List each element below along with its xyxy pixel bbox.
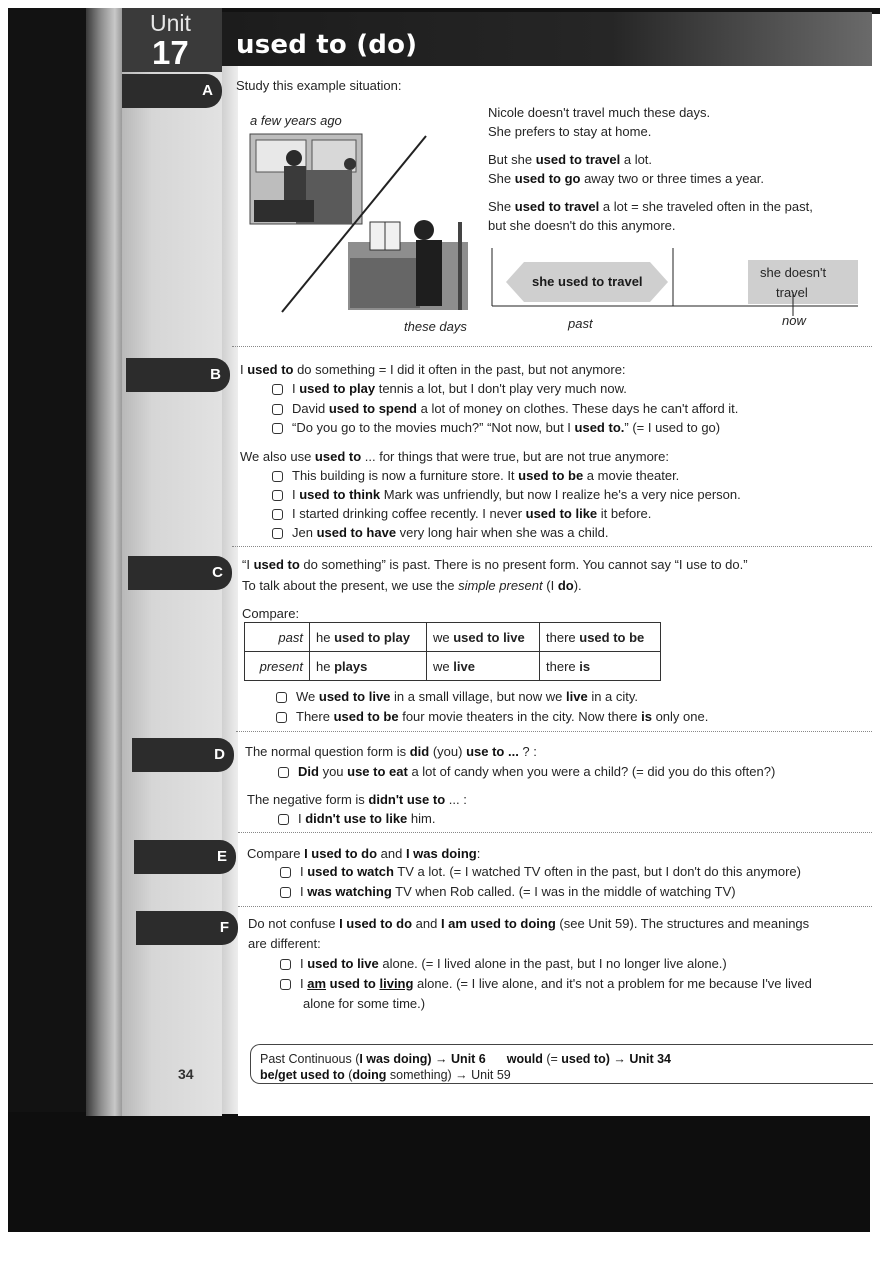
page-number: 34 (178, 1066, 194, 1082)
section-b-example-2: David used to spend a lot of money on clothes. These days he can't afford it. (272, 401, 738, 416)
unit-label: Unit (150, 10, 191, 36)
section-c-line-2: To talk about the present, we use the simple present (I do). (242, 578, 582, 593)
table-cell: there is (540, 652, 661, 681)
section-e-line-1: Compare I used to do and I was doing: (247, 846, 481, 861)
section-f-example-2: I am used to living alone. (= I live alone, and it's not a problem for me because I've lived (280, 976, 812, 991)
table-row-past (245, 623, 661, 652)
section-tab-c: C (128, 556, 232, 590)
section-c-line-1: “I used to do something” is past. There is no present form. You cannot say “I use to do.” (242, 557, 748, 572)
section-a-intro: Study this example situation: (236, 78, 402, 93)
timeline-now-label: now (782, 313, 806, 328)
divider-cd (236, 731, 872, 732)
label-a-few-years-ago: a few years ago (250, 113, 342, 128)
section-b-example-6: I started drinking coffee recently. I never used to like it before. (272, 506, 651, 521)
book-spine (86, 8, 122, 1116)
divider-bc (232, 546, 872, 547)
section-b-example-4: This building is now a furniture store. It used to be a movie theater. (272, 468, 679, 483)
table-cell: past (245, 623, 310, 652)
section-a-p2-line1: But she used to travel a lot. (488, 152, 653, 167)
home-picture (348, 220, 468, 310)
timeline-past-label: past (568, 316, 593, 331)
cross-reference-line-1: Past Continuous (I was doing) → Unit 6 would (= used to) → Unit 34 (260, 1052, 672, 1066)
section-c-example-1: We used to live in a small village, but now we live in a city. (276, 689, 638, 704)
divider-de (238, 832, 872, 833)
scan-border-bottom (8, 1112, 870, 1232)
section-a-p3-line2: but she doesn't do this anymore. (488, 218, 676, 233)
now-box-line2: travel (776, 285, 808, 300)
section-a-p2-line2: She used to go away two or three times a year. (488, 171, 764, 186)
section-tab-d: D (132, 738, 234, 772)
gutter-strip (222, 66, 238, 1114)
scan-border-left (8, 8, 88, 1232)
table-cell: there used to be (540, 623, 661, 652)
table-cell: he plays (310, 652, 427, 681)
table-cell: present (245, 652, 310, 681)
section-b-example-1: I used to play tennis a lot, but I don't play very much now. (272, 381, 627, 396)
cross-reference-line-2: be/get used to (doing something) → Unit 59 (260, 1068, 511, 1082)
section-tab-f: F (136, 911, 238, 945)
section-e-example-2: I was watching TV when Rob called. (= I was in the middle of watching TV) (280, 884, 736, 899)
now-box-line1: she doesn't (760, 265, 827, 280)
table-cell: we live (427, 652, 540, 681)
divider-ab (232, 346, 872, 347)
section-a-p1-line2: She prefers to stay at home. (488, 124, 652, 139)
table-row-present (245, 652, 661, 681)
section-b-example-5: I used to think Mark was unfriendly, but now I realize he's a very nice person. (272, 487, 741, 502)
section-f-line-1: Do not confuse I used to do and I am used to doing (see Unit 59). The structures and meanings (248, 916, 810, 931)
section-b-intro: I used to do something = I did it often in the past, but not anymore: (240, 362, 626, 377)
section-d-line-2: The negative form is didn't use to ... : (247, 792, 467, 807)
section-tab-a: A (122, 74, 222, 108)
section-tab-b: B (126, 358, 230, 392)
section-e-example-1: I used to watch TV a lot. (= I watched TV often in the past, but I don't do this anymore) (280, 864, 801, 879)
past-arrow-label: she used to travel (532, 274, 643, 289)
unit-title: used to (do) (236, 30, 418, 60)
label-these-days: these days (404, 319, 467, 334)
divider-ef (238, 906, 872, 907)
compare-label: Compare: (242, 606, 300, 621)
section-a-p3-line1: She used to travel a lot = she traveled often in the past, (488, 199, 813, 214)
section-f-example-2-cont: alone for some time.) (303, 996, 426, 1011)
section-a-p1-line1: Nicole doesn't travel much these days. (488, 105, 711, 120)
section-c-example-2: There used to be four movie theaters in the city. Now there is only one. (276, 709, 708, 724)
illustration-travel (246, 130, 472, 315)
section-d-example-1: Did you use to eat a lot of candy when you were a child? (= did you do this often?) (278, 764, 775, 779)
section-f-example-1: I used to live alone. (= I lived alone in the past, but I no longer live alone.) (280, 956, 727, 971)
section-b-example-3: “Do you go to the movies much?” “Not now, but I used to.” (= I used to go) (272, 420, 720, 435)
table-cell: he used to play (310, 623, 427, 652)
section-d-line-1: The normal question form is did (you) use to ... ? : (245, 744, 537, 759)
section-d-example-2: I didn't use to like him. (278, 811, 435, 826)
table-cell: we used to live (427, 623, 540, 652)
unit-number: 17 (152, 34, 189, 71)
section-b-intro-2: We also use used to ... for things that were true, but are not true anymore: (240, 449, 669, 464)
comparison-table (244, 622, 661, 681)
train-picture (250, 134, 362, 224)
section-f-line-2: are different: (248, 936, 321, 951)
section-b-example-7: Jen used to have very long hair when she was a child. (272, 525, 609, 540)
section-tab-e: E (134, 840, 236, 874)
